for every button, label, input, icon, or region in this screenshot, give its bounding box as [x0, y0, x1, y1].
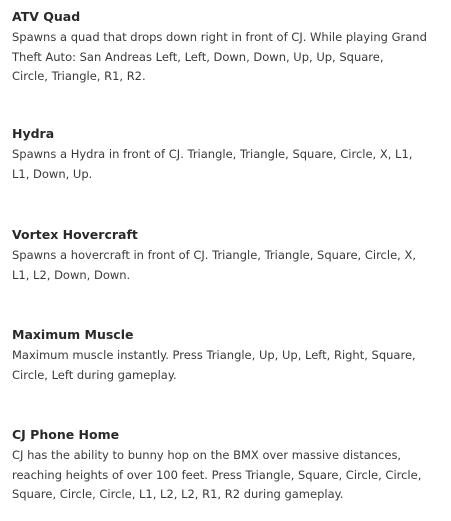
cheat-description	[12, 145, 444, 184]
cheat-title: Vortex Hovercraft	[12, 227, 138, 242]
cheat-description-line: CJ has the ability to bunny hop on the BMX over massive distances,	[12, 448, 402, 462]
cheat-description-line: Circle, Left during gameplay.	[12, 367, 177, 382]
cheat-description	[12, 28, 444, 87]
cheat-description-line: Spawns a quad that drops down right in front of CJ. While playing Grand	[12, 30, 427, 44]
cheat-description-line: reaching heights of over 100 feet. Press Triangle, Square, Circle, Circle,	[12, 467, 422, 482]
cheat-entry-maximum-muscle	[12, 326, 444, 385]
cheat-title: ATV Quad	[12, 9, 81, 24]
cheat-description	[12, 346, 444, 385]
cheat-description-line: Spawns a Hydra in front of CJ. Triangle, Triangle, Square, Circle, X, L1,	[12, 147, 413, 161]
cheat-description-line: L1, L2, Down, Down.	[12, 267, 131, 282]
cheat-description	[12, 246, 444, 285]
cheat-description-line: Circle, Triangle, R1, R2.	[12, 69, 146, 83]
cheat-title: Hydra	[12, 126, 55, 141]
cheat-entry-atv-quad	[12, 8, 444, 87]
cheat-entry-vortex-hovercraft	[12, 226, 444, 285]
cheat-description-line: Spawns a hovercraft in front of CJ. Triangle, Triangle, Square, Circle, X,	[12, 248, 416, 262]
cheat-description-line: Maximum muscle instantly. Press Triangle, Up, Up, Left, Right, Square,	[12, 348, 416, 362]
cheat-entry-hydra	[12, 125, 444, 184]
cheat-entry-cj-phone-home	[12, 426, 444, 505]
cheat-title: Maximum Muscle	[12, 327, 134, 342]
cheat-description-line: Square, Circle, Circle, L1, L2, L2, R1, R2 during gameplay.	[12, 487, 344, 501]
cheat-title: CJ Phone Home	[12, 427, 120, 442]
cheat-description	[12, 446, 444, 505]
cheat-description-line: Theft Auto: San Andreas Left, Left, Down, Down, Up, Up, Square,	[12, 49, 384, 64]
cheat-description-line: L1, Down, Up.	[12, 166, 93, 181]
